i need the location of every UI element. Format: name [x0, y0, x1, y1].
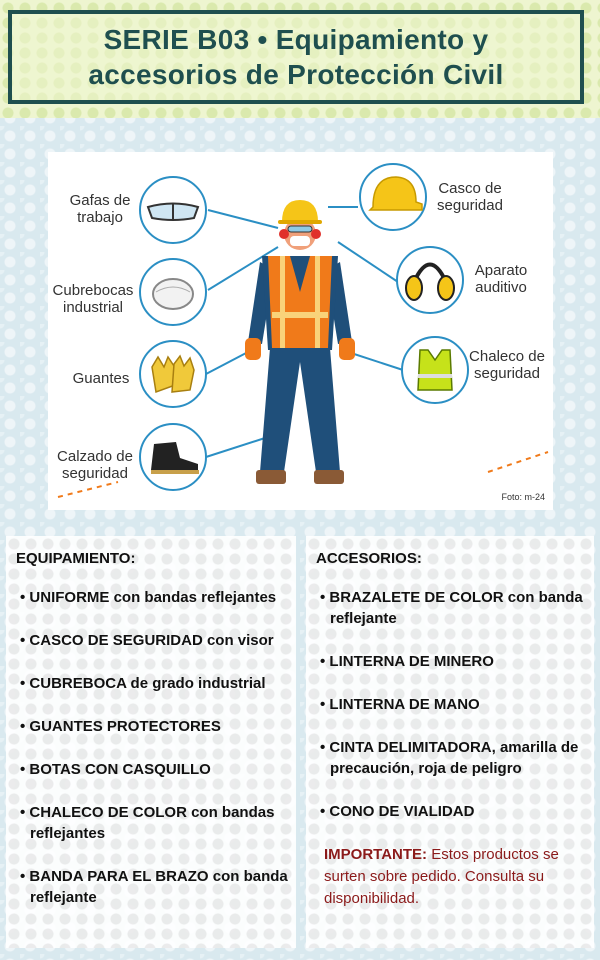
important-label: IMPORTANTE:: [324, 846, 428, 863]
list-item: • BANDA PARA EL BRAZO con banda reflejante: [20, 868, 288, 906]
goggles-icon: [148, 204, 198, 221]
list-item: • UNIFORME con bandas reflejantes: [20, 589, 277, 606]
list-item: • LINTERNA DE MANO: [320, 696, 480, 713]
page-title: [88, 22, 503, 92]
list-item: • BRAZALETE DE COLOR con banda reflejante: [320, 589, 583, 627]
label-guantes: Guantes: [72, 370, 130, 387]
safety-equipment-illustration: [48, 152, 553, 510]
list-item: • CONO DE VIALIDAD: [320, 803, 475, 820]
accesorios-heading: ACCESORIOS:: [316, 550, 422, 567]
label-casco: Casco de seguridad: [437, 180, 503, 214]
equipamiento-heading: EQUIPAMIENTO:: [16, 550, 136, 567]
accesorios-panel: [306, 536, 594, 948]
equipamiento-panel: [6, 536, 296, 948]
list-item: • LINTERNA DE MINERO: [320, 653, 494, 670]
list-item: • CUBREBOCA de grado industrial: [20, 675, 266, 692]
title-line-1: SERIE B03 • Equipamiento y: [103, 24, 489, 55]
photo-credit: Foto: m-24: [501, 492, 545, 502]
label-calzado: Calzado de seguridad: [57, 448, 133, 482]
header-banner: [0, 0, 600, 118]
important-text: Estos productos se surten sobre pedido. Consulta su disponibilidad.: [324, 846, 559, 907]
important-note: [316, 844, 594, 910]
mask-icon: [153, 279, 193, 309]
list-item: • BOTAS CON CASQUILLO: [20, 761, 211, 778]
label-gafas: Gafas de trabajo: [69, 192, 131, 226]
label-cubrebocas: Cubrebocas industrial: [52, 282, 134, 316]
label-aparato: Aparato auditivo: [474, 262, 528, 296]
list-item: • CASCO DE SEGURIDAD con visor: [20, 632, 274, 649]
label-chaleco: Chaleco de seguridad: [469, 348, 545, 382]
title-line-2: accesorios de Protección Civil: [88, 59, 504, 90]
list-item: • CHALECO DE COLOR con bandas reflejantes: [20, 804, 275, 842]
title-box: [8, 10, 584, 104]
list-item: • GUANTES PROTECTORES: [20, 718, 221, 735]
list-item: • CINTA DELIMITADORA, amarilla de precaución, roja de peligro: [320, 739, 579, 777]
